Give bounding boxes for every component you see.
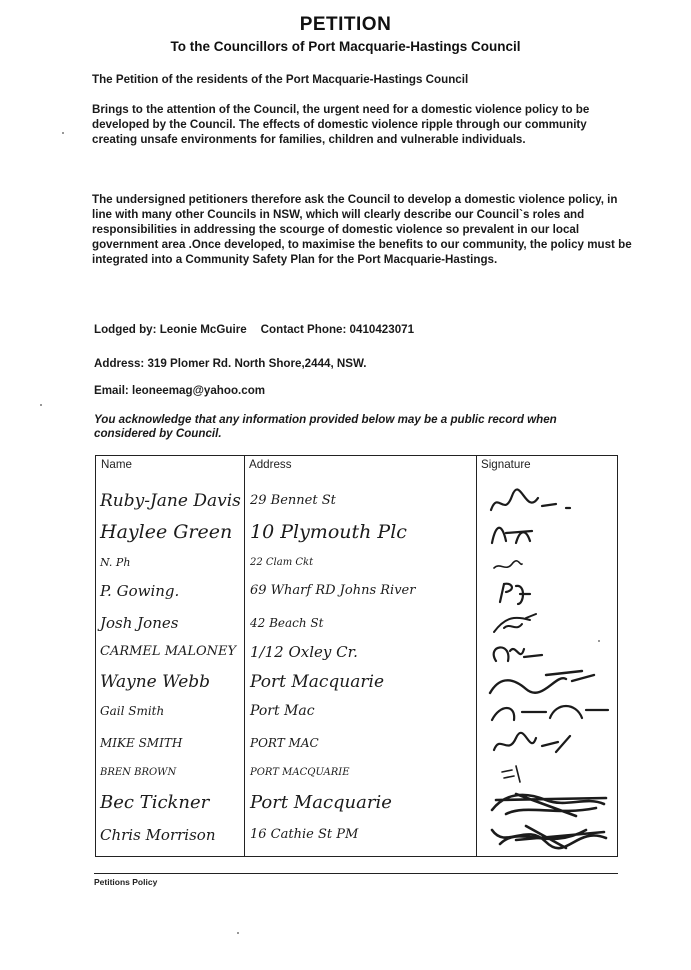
scan-speck <box>237 932 239 934</box>
request-paragraph: The undersigned petitioners therefore ask the Council to develop a domestic violence policy, in line with many other Councils in NSW, which will clearly describe our Council`s roles and responsibilities in addressing the scourge of domestic violence so prevalent in our local government area .Once developed, to maximise the benefits to our community, the policy must be integrated into a Community Safety Plan for the Port Macquarie-Hastings. <box>92 193 632 266</box>
intro-paragraph: The Petition of the residents of the Port Macquarie-Hastings Council <box>92 73 469 86</box>
signer-address: 29 Bennet St <box>250 493 336 508</box>
signer-address: 16 Cathie St PM <box>250 827 359 842</box>
address-line: Address: 319 Plomer Rd. North Shore,2444, NSW. <box>94 357 367 370</box>
lodged-by: Lodged by: Leonie McGuire <box>94 323 247 336</box>
signer-name: Josh Jones <box>100 614 179 632</box>
table-row <box>96 820 617 850</box>
handwritten-signature <box>486 730 611 758</box>
petition-subtitle: To the Councillors of Port Macquarie-Hastings Council <box>170 39 521 54</box>
table-row <box>96 758 617 788</box>
handwritten-signature <box>486 822 611 850</box>
handwritten-signature <box>486 578 611 606</box>
name-column-header: Name <box>101 458 132 471</box>
address-column-header: Address <box>249 458 292 471</box>
table-row <box>96 576 617 606</box>
handwritten-signature <box>486 488 611 516</box>
handwritten-signature <box>486 790 611 818</box>
signer-address: Port Mac <box>250 703 315 719</box>
signer-name: Chris Morrison <box>100 826 216 844</box>
signer-name: Wayne Webb <box>100 672 211 692</box>
scan-speck <box>62 132 64 134</box>
signature-column-header: Signature <box>481 458 531 471</box>
table-row <box>96 548 617 578</box>
handwritten-signature <box>486 698 611 726</box>
scan-speck <box>598 640 600 642</box>
signer-name: P. Gowing. <box>100 582 180 600</box>
signer-name: N. Ph <box>100 556 131 569</box>
signer-name: MIKE SMITH <box>100 736 183 750</box>
table-row <box>96 608 617 638</box>
signer-address: PORT MAC <box>250 736 319 750</box>
handwritten-signature <box>486 519 611 547</box>
lodged-by-line <box>94 323 414 336</box>
signer-name: Ruby-Jane Davis <box>100 491 241 511</box>
signer-address: Port Macquarie <box>250 672 384 692</box>
signer-address: PORT MACQUARIE <box>250 767 350 778</box>
signer-name: Haylee Green <box>100 521 233 543</box>
signature-table <box>95 455 618 857</box>
contact-phone: Contact Phone: 0410423071 <box>260 323 415 336</box>
footer-label: Petitions Policy <box>94 877 158 887</box>
signer-name: Gail Smith <box>100 704 165 718</box>
signer-address: 69 Wharf RD Johns River <box>250 583 416 598</box>
scan-speck <box>40 404 42 406</box>
acknowledgement-text: You acknowledge that any information provided below may be a public record when considered by Council. <box>94 413 557 440</box>
signer-address: Port Macquarie <box>250 792 392 813</box>
petition-title: PETITION <box>299 14 392 35</box>
handwritten-signature <box>486 669 611 697</box>
signer-name: CARMEL MALONEY <box>100 644 237 659</box>
signer-name: BREN BROWN <box>100 767 177 778</box>
handwritten-signature <box>486 550 611 578</box>
table-row <box>96 517 617 547</box>
email-line: Email: leoneemag@yahoo.com <box>94 384 266 397</box>
handwritten-signature <box>486 639 611 667</box>
table-row <box>96 696 617 726</box>
table-row <box>96 728 617 758</box>
signer-address: 10 Plymouth Plc <box>250 521 407 543</box>
signer-name: Bec Tickner <box>100 792 210 813</box>
table-row <box>96 486 617 516</box>
signer-address: 22 Clam Ckt <box>250 557 314 568</box>
table-row <box>96 637 617 667</box>
signer-address: 42 Beach St <box>250 616 324 630</box>
footer-rule <box>94 873 618 874</box>
table-row <box>96 788 617 818</box>
table-row <box>96 667 617 697</box>
handwritten-signature <box>486 610 611 638</box>
handwritten-signature <box>486 760 611 788</box>
signer-address: 1/12 Oxley Cr. <box>250 643 358 661</box>
attention-paragraph: Brings to the attention of the Council, the urgent need for a domestic violence policy to be developed by the Council. The effects of domestic violence ripple through our community creating unsafe environments for families, children and vulnerable individuals. <box>92 103 590 146</box>
